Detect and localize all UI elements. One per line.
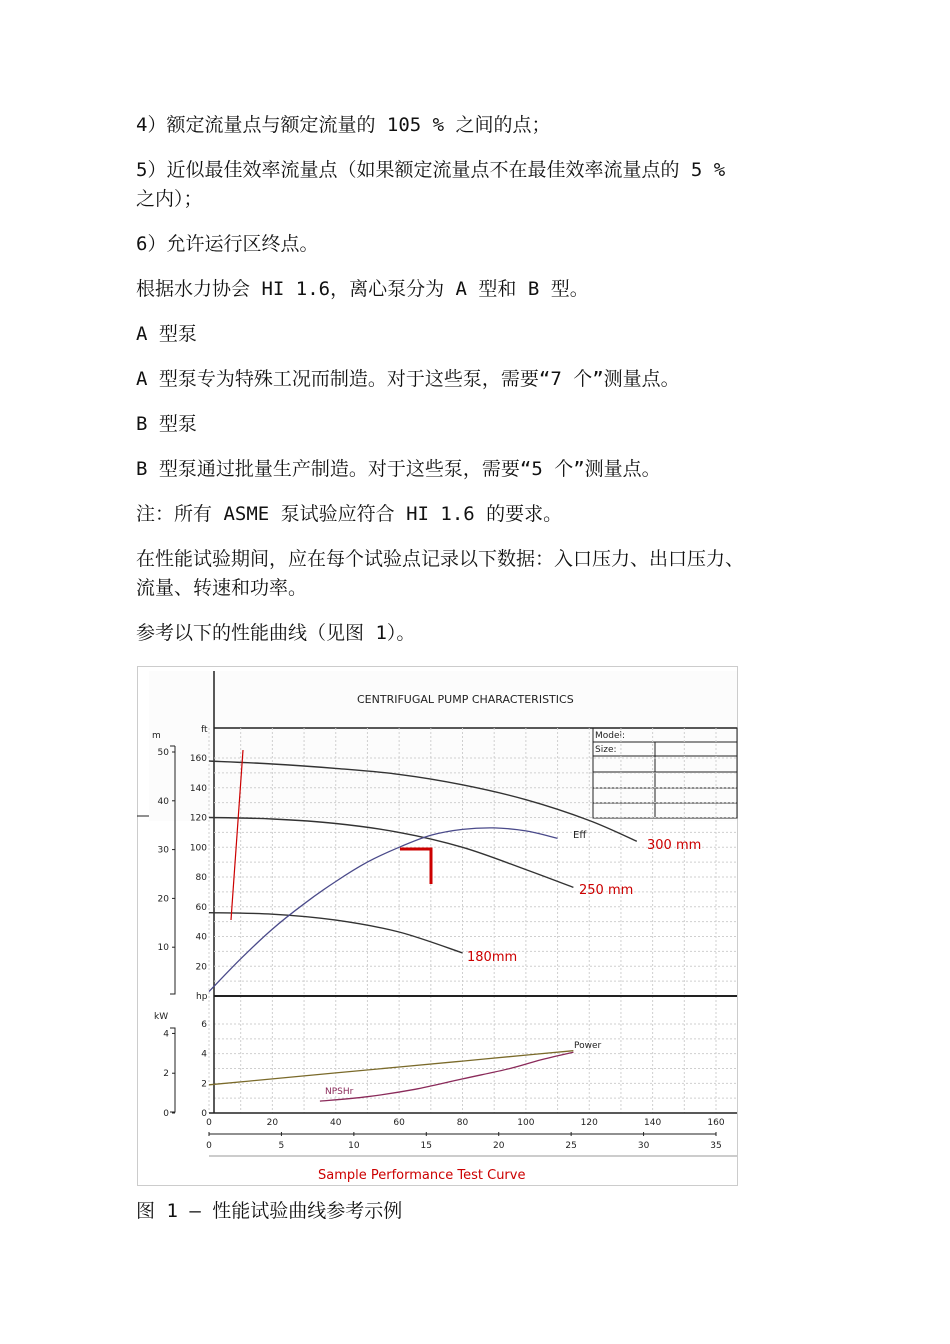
size-label: Size: bbox=[595, 745, 617, 755]
tick-label-m: 50 bbox=[157, 747, 169, 758]
unit-ft-label: ft bbox=[201, 725, 208, 735]
tick-label-ft: 100 bbox=[189, 843, 207, 854]
tick-label-x-bottom: 35 bbox=[710, 1141, 722, 1151]
paragraph-hi16: 根据水力协会 HI 1.6，离心泵分为 A 型和 B 型。 bbox=[136, 278, 589, 300]
tick-label-ft: 140 bbox=[189, 783, 207, 794]
tick-label-m: 20 bbox=[157, 894, 169, 905]
heading-type-a: A 型泵 bbox=[136, 323, 197, 345]
tick-label-x-top: 60 bbox=[393, 1118, 405, 1128]
paragraph-item-5-line2: 之内）； bbox=[136, 188, 203, 210]
tick-label-kw: 4 bbox=[163, 1029, 169, 1040]
tick-label-hp: 2 bbox=[201, 1079, 207, 1090]
npshr-label: NPSHr bbox=[325, 1087, 354, 1097]
tick-label-m: 10 bbox=[157, 943, 169, 954]
paragraph-item-5-line1: 5）近似最佳效率流量点（如果额定流量点不在最佳效率流量点的 5 % bbox=[136, 159, 726, 181]
tick-label-x-top: 80 bbox=[456, 1118, 469, 1128]
eff-label: Eff bbox=[573, 830, 587, 841]
paragraph-type-a: A 型泵专为特殊工况而制造。对于这些泵，需要“7 个”测量点。 bbox=[136, 368, 680, 390]
tick-label-x-top: 100 bbox=[517, 1118, 535, 1128]
tick-label-kw: 0 bbox=[163, 1109, 169, 1119]
paragraph-data-record-line1: 在性能试验期间，应在每个试验点记录以下数据：入口压力、出口压力、 bbox=[136, 548, 745, 570]
heading-type-b: B 型泵 bbox=[136, 413, 197, 435]
model-label: Model: bbox=[595, 731, 626, 741]
tick-label-ft: 80 bbox=[195, 873, 207, 883]
tick-label-x-top: 0 bbox=[206, 1118, 212, 1128]
tick-label-ft: 160 bbox=[189, 754, 207, 764]
tick-label-m: 40 bbox=[157, 796, 169, 807]
tick-label-x-top: 20 bbox=[266, 1118, 279, 1128]
tick-label-kw: 2 bbox=[163, 1069, 169, 1080]
tick-label-x-top: 140 bbox=[644, 1118, 662, 1128]
unit-hp-label: hp bbox=[196, 992, 208, 1002]
performance-chart bbox=[137, 666, 738, 1186]
performance-curve-figure bbox=[137, 666, 738, 1186]
tick-label-x-bottom: 30 bbox=[637, 1141, 650, 1151]
paragraph-data-record-line2: 流量、转速和功率。 bbox=[136, 577, 308, 599]
paragraph-type-b: B 型泵通过批量生产制造。对于这些泵，需要“5 个”测量点。 bbox=[136, 458, 661, 480]
tick-label-x-top: 160 bbox=[707, 1118, 725, 1128]
tick-label-hp: 0 bbox=[201, 1109, 207, 1119]
chart-title: CENTRIFUGAL PUMP CHARACTERISTICS bbox=[357, 693, 574, 706]
tick-label-hp: 6 bbox=[201, 1020, 207, 1030]
unit-m-label: m bbox=[152, 731, 161, 741]
tick-label-x-top: 120 bbox=[580, 1118, 598, 1128]
unit-kw-label: kW bbox=[154, 1012, 169, 1022]
label-300mm: 300 mm bbox=[647, 838, 702, 853]
tick-label-ft: 40 bbox=[195, 932, 207, 943]
paragraph-item-4: 4）额定流量点与额定流量的 105 % 之间的点； bbox=[136, 114, 551, 136]
tick-label-x-bottom: 5 bbox=[278, 1141, 285, 1151]
tick-label-x-bottom: 25 bbox=[565, 1141, 577, 1151]
tick-label-ft: 20 bbox=[195, 962, 207, 973]
tick-label-x-bottom: 0 bbox=[206, 1141, 212, 1151]
figure-footer: Sample Performance Test Curve bbox=[318, 1168, 526, 1183]
paragraph-note: 注：所有 ASME 泵试验应符合 HI 1.6 的要求。 bbox=[136, 503, 563, 525]
tick-label-x-top: 40 bbox=[330, 1118, 342, 1128]
label-250mm: 250 mm bbox=[579, 883, 634, 898]
tick-label-ft: 120 bbox=[189, 813, 207, 824]
paragraph-reference: 参考以下的性能曲线（见图 1）。 bbox=[136, 622, 416, 644]
paragraph-item-6: 6）允许运行区终点。 bbox=[136, 233, 319, 255]
tick-label-hp: 4 bbox=[201, 1049, 207, 1060]
tick-label-x-bottom: 20 bbox=[492, 1141, 505, 1151]
tick-label-m: 30 bbox=[157, 845, 169, 856]
power-label: Power bbox=[574, 1041, 602, 1051]
label-180mm: 180mm bbox=[467, 950, 518, 965]
tick-label-x-bottom: 15 bbox=[420, 1141, 433, 1151]
tick-label-ft: 60 bbox=[195, 902, 207, 913]
figure-caption: 图 1 – 性能试验曲线参考示例 bbox=[136, 1200, 403, 1222]
tick-label-x-bottom: 10 bbox=[348, 1141, 360, 1151]
